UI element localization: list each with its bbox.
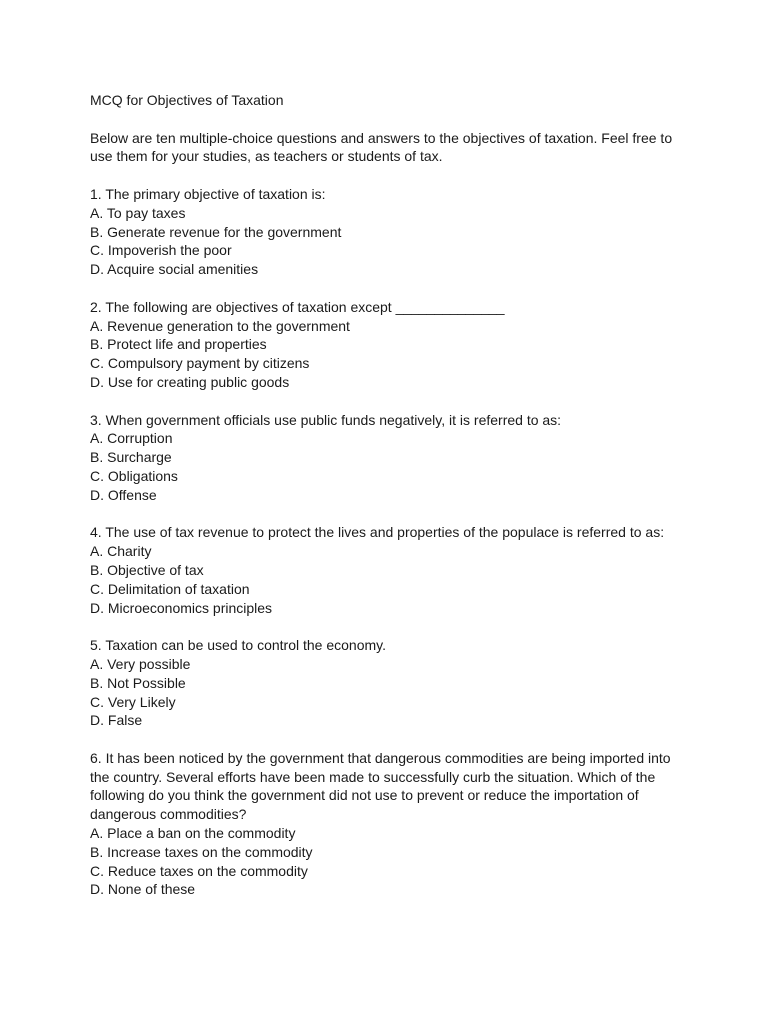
question-text: 1. The primary objective of taxation is: xyxy=(90,185,326,202)
question-1 xyxy=(90,185,680,279)
question-text: 5. Taxation can be used to control the economy. xyxy=(90,637,387,654)
option-d: D. Acquire social amenities xyxy=(90,261,259,278)
option-d: D. Microeconomics principles xyxy=(90,599,273,616)
option-c: C. Obligations xyxy=(90,467,178,484)
question-text: 6. It has been noticed by the government that dangerous commodities are being imported into the country. Several efforts have been made to successfully curb the situation. Which of the following do you think the government did not use to prevent or reduce the importation of dangerous commodities? xyxy=(90,749,675,823)
option-c: C. Very Likely xyxy=(90,693,176,710)
question-5 xyxy=(90,636,680,730)
option-a: A. Place a ban on the commodity xyxy=(90,825,296,842)
option-b: B. Generate revenue for the government xyxy=(90,223,342,240)
option-c: C. Impoverish the poor xyxy=(90,242,232,259)
option-b: B. Protect life and properties xyxy=(90,336,267,353)
option-d: D. None of these xyxy=(90,881,196,898)
question-2 xyxy=(90,298,680,392)
question-3 xyxy=(90,411,680,505)
question-text: 2. The following are objectives of taxation except ______________ xyxy=(90,298,505,315)
option-a: A. Corruption xyxy=(90,430,173,447)
document-page xyxy=(90,91,680,918)
option-c: C. Reduce taxes on the commodity xyxy=(90,862,308,879)
option-d: D. False xyxy=(90,712,143,729)
question-4 xyxy=(90,523,680,617)
option-a: A. Very possible xyxy=(90,655,191,672)
question-6 xyxy=(90,749,680,899)
option-b: B. Surcharge xyxy=(90,449,172,466)
option-a: A. To pay taxes xyxy=(90,204,186,221)
option-b: B. Objective of tax xyxy=(90,561,204,578)
document-intro: Below are ten multiple-choice questions and answers to the objectives of taxation. Feel free to use them for your studies, as teachers or students of tax. xyxy=(90,129,673,165)
option-a: A. Revenue generation to the government xyxy=(90,317,350,334)
option-c: C. Delimitation of taxation xyxy=(90,580,250,597)
option-c: C. Compulsory payment by citizens xyxy=(90,355,310,372)
option-b: B. Not Possible xyxy=(90,674,186,691)
option-b: B. Increase taxes on the commodity xyxy=(90,843,313,860)
question-text: 4. The use of tax revenue to protect the lives and properties of the populace is referred to as: xyxy=(90,524,665,541)
option-a: A. Charity xyxy=(90,543,152,560)
question-text: 3. When government officials use public funds negatively, it is referred to as: xyxy=(90,411,562,428)
option-d: D. Use for creating public goods xyxy=(90,373,290,390)
document-title: MCQ for Objectives of Taxation xyxy=(90,92,284,108)
option-d: D. Offense xyxy=(90,486,157,503)
